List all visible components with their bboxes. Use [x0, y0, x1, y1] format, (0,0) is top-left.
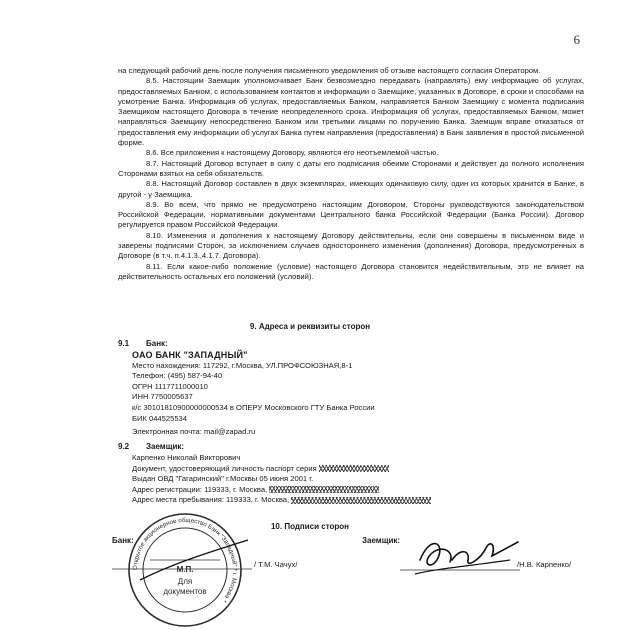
- borrower-name: Карпенко Николай Викторович: [132, 453, 241, 462]
- bank-phone: Телефон: (495) 587-94-40: [132, 371, 223, 381]
- section-10-title: 10. Подписи сторон: [270, 522, 350, 531]
- borrower-reg-row: [132, 485, 572, 496]
- bank-label: Банк:: [146, 339, 168, 348]
- borrower-document-row: [132, 464, 572, 475]
- bank-number: 9.1: [118, 339, 130, 348]
- paragraph-8-7: 8.7. Настоящий Договор вступает в силу с даты его подписания обеими Сторонами и действует до полного исполнения Сторонами взятых на себя обязательств.: [118, 158, 584, 178]
- bank-name: ОАО БАНК "ЗАПАДНЫЙ": [132, 350, 248, 360]
- section-9-title: 9. Адреса и реквизиты сторон: [249, 322, 371, 331]
- borrower-stay-address: Адрес места пребывания: 119333, г. Москва,: [132, 495, 290, 505]
- borrower-signature: [400, 530, 520, 585]
- redacted-reg-address: [269, 486, 379, 493]
- bank-signer-name: / Т.М. Чачух/: [254, 560, 298, 569]
- borrower-number: 9.2: [118, 442, 130, 451]
- borrower-stay-row: [132, 495, 572, 506]
- redacted-stay-address: [291, 497, 431, 504]
- stamp-ring-text: Открытое акционерное общество Банк "Западный" * г. Москва *: [131, 516, 239, 604]
- borrower-reg-address: Адрес регистрации: 119333, г. Москва,: [132, 484, 268, 494]
- bank-details: [132, 350, 572, 438]
- bank-email: Электронная почта: mail@zapad.ru: [132, 427, 256, 437]
- stamp-center-documents: документов: [163, 587, 207, 596]
- bank-inn: ИНН 7750005637: [132, 392, 193, 402]
- redacted-passport-number: [319, 465, 389, 472]
- borrower-label: Заемщик:: [146, 442, 185, 451]
- contract-clauses: [118, 66, 584, 282]
- bank-ogrn: ОГРН 1117711000010: [132, 381, 208, 391]
- paragraph-8-11: 8.11. Если какое-либо положение (условие) настоящего Договора становится недействительным, это не влияет на действительность остальных его положений (условий).: [118, 261, 584, 281]
- stamp-center-mp: М.П.: [176, 565, 194, 574]
- bank-bik: БИК 044525534: [132, 413, 187, 423]
- borrower-signature-label: Заемщик:: [362, 536, 401, 545]
- borrower-details: [132, 453, 572, 506]
- paragraph-8-6: 8.6. Все приложения к настоящему Договору, являются его неотъемлемой частью.: [146, 148, 439, 158]
- borrower-signer-name: /Н.В. Карпенко/: [517, 560, 572, 569]
- paragraph-8-8: 8.8. Настоящий Договор составлен в двух экземплярах, имеющих одинаковую силу, один из которых хранится в Банке, в другой - у Заемщика.: [118, 179, 584, 199]
- paragraph-continuation: на следующий рабочий день после получения письменного уведомления об отзыве настоящего согласия Оператором.: [118, 66, 541, 75]
- paragraph-8-9: 8.9. Во всем, что прямо не предусмотрено настоящим Договором, Стороны руководствуются законодательством Российской Федерации, нормативными документами Центрального банка Российской Федерации (Банка России). Договор регулируется правом Российской Федерации.: [118, 199, 584, 230]
- paragraph-8-5: 8.5. Настоящим Заемщик уполномочивает Банк безвозмездно передавать (направлять) ему информацию об услугах, предоставляемых Банком, с использованием контактов и информации о Заемщике, указанных в Договоре, в сроки и способами на усмотрение Банка. Информация об услугах, предоставляемых Банком, направляется Банком Заемщику с момента подписания Заемщиком настоящего Договора в течение неопределенного срока. Информация об услугах, предоставляемых Банком, может направляться Заемщику непосредственно Банком или третьими лицами по поручению Банка. Заемщик вправе отказаться от предоставления ему информации об услугах Банка путем направления (предоставления) в Банк заявления в простой письменной форме.: [118, 76, 584, 148]
- page-number: 6: [573, 32, 580, 47]
- bank-signature-label: Банк:: [112, 536, 134, 545]
- bank-corr-account: к/с 30101810900000000534 в ОПЕРУ Московского ГТУ Банка России: [132, 402, 375, 412]
- bank-seal-stamp: [120, 510, 250, 630]
- borrower-document: Документ, удостоверяющий личность паспорт серия: [132, 463, 317, 473]
- bank-address: Место нахождения: 117292, г.Москва, УЛ.ПРОФСОЮЗНАЯ,8-1: [132, 360, 353, 370]
- borrower-issued: Выдан ОВД "Гагаринский" г.Москвы 05 июня 2001 г.: [132, 474, 314, 484]
- stamp-center-for: Для: [177, 577, 193, 586]
- paragraph-8-10: 8.10. Изменения и дополнения к настоящему Договору действительны, если они совершены в письменном виде и заверены подписями Сторон, за исключением случаев одностороннего изменения (дополнения) Договора, предусмотренных в Договоре (в т.ч. п.4.1.3.,4.1.7. Договора).: [118, 230, 584, 261]
